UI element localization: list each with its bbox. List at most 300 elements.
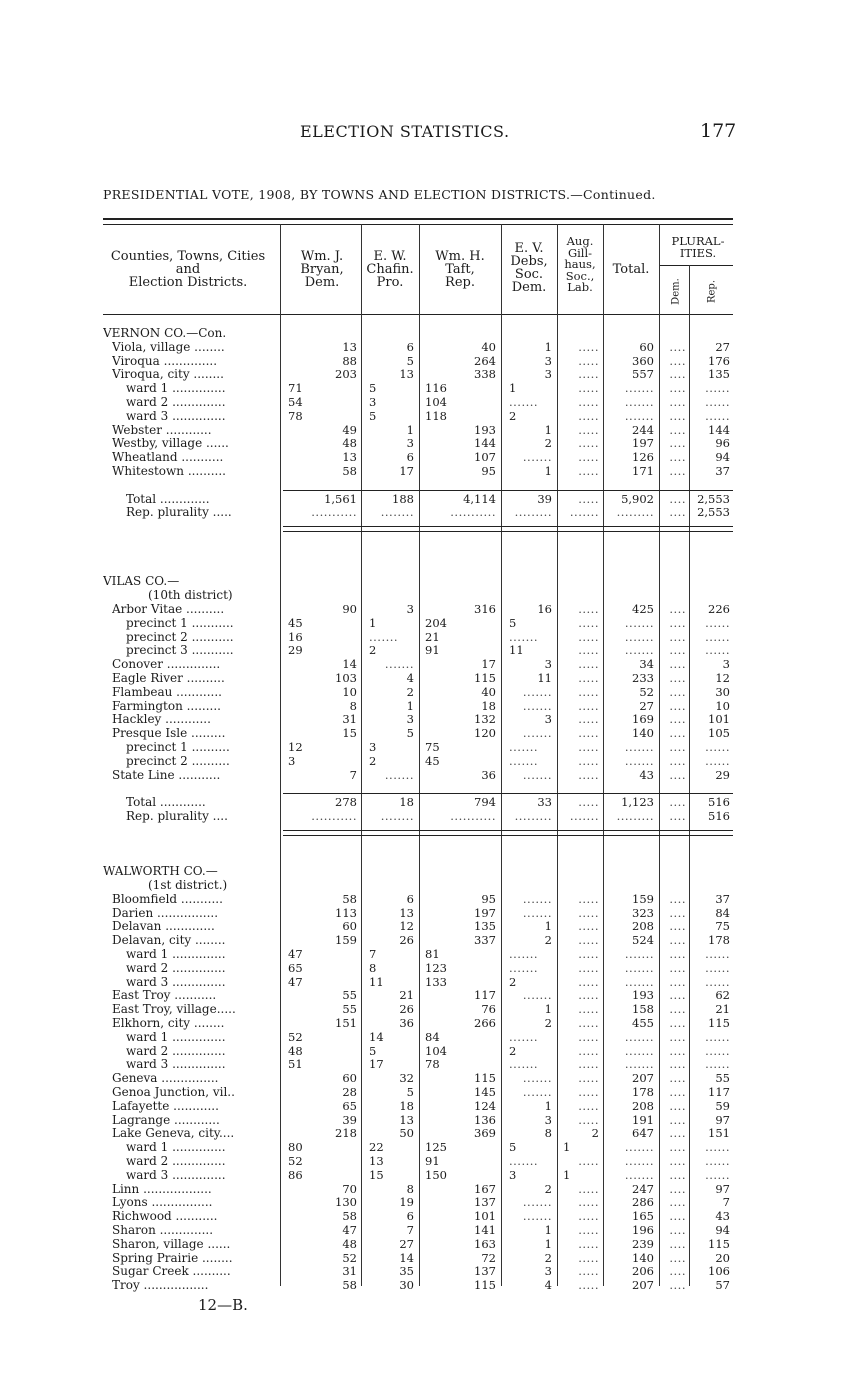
- cell-cs: 22: [369, 1140, 384, 1155]
- cell-d: 3: [544, 712, 552, 727]
- row-label: Geneva ...............: [112, 1072, 219, 1086]
- cell-b: 70: [342, 1181, 357, 1196]
- cell-pr: ......: [705, 1043, 730, 1058]
- cell-b: 60: [342, 919, 357, 934]
- cell-pr: 84: [715, 905, 730, 920]
- row-label: precinct 3 ...........: [126, 644, 234, 658]
- row-label: Sugar Creek ..........: [112, 1265, 231, 1279]
- cell-tot: 208: [632, 1098, 654, 1113]
- cell-t: 115: [474, 1071, 496, 1086]
- cell-t: 132: [474, 712, 496, 727]
- cell-pd: ....: [669, 643, 686, 658]
- row-label: Eagle River ..........: [112, 672, 225, 685]
- cell-pd: ....: [669, 933, 686, 948]
- cell-g: .....: [578, 1029, 599, 1044]
- county-heading: VILAS CO.—: [103, 575, 180, 589]
- cell-d: .......: [522, 891, 552, 906]
- cell-pd: ....: [669, 767, 686, 782]
- cell-b: 39: [342, 1112, 357, 1127]
- cell-ds: .......: [509, 960, 539, 975]
- cell-ts: 78: [425, 1057, 440, 1072]
- row-label: Whitestown ..........: [112, 465, 226, 478]
- cell-c: 8: [406, 1181, 414, 1196]
- cell-g: .....: [578, 740, 599, 754]
- cell-t: 124: [474, 1098, 496, 1113]
- cell-pr: ......: [705, 1154, 730, 1168]
- cell-g: .....: [578, 795, 599, 810]
- cell-c: 50: [399, 1126, 414, 1141]
- cell-pr: 176: [708, 353, 730, 368]
- row-label: ward 2 ..............: [126, 961, 226, 975]
- cell-t: 115: [474, 671, 496, 685]
- cell-c: 3: [406, 602, 414, 616]
- cell-d: 1: [544, 919, 552, 934]
- cell-g: .....: [578, 712, 599, 727]
- table-top-rule-2: [103, 224, 733, 225]
- cell-pd: ....: [669, 891, 686, 906]
- cell-d: 3: [544, 353, 552, 368]
- cell-tot: .......: [624, 1167, 654, 1182]
- row-label: Sharon, village ......: [112, 1237, 231, 1251]
- cell-c: 13: [399, 1112, 414, 1127]
- cell-ds: 2: [509, 408, 517, 423]
- cell-g: .....: [578, 1112, 599, 1127]
- section-end-rule: [283, 526, 733, 527]
- cell-t: 137: [474, 1195, 496, 1210]
- cell-t: 136: [474, 1112, 496, 1127]
- cell-c: 26: [399, 1002, 414, 1017]
- cell-pr: 105: [708, 726, 730, 741]
- cell-g: .....: [578, 767, 599, 782]
- cell-d: .......: [522, 684, 552, 699]
- cell-tot: 178: [632, 1085, 654, 1099]
- cell-b: 203: [335, 367, 357, 382]
- pluralities-divider: [660, 265, 733, 266]
- cell-pr: 96: [715, 436, 730, 451]
- row-label: Flambeau ............: [112, 685, 222, 699]
- cell-bs: 29: [288, 643, 303, 658]
- cell-pd: ....: [669, 740, 686, 754]
- cell-g: .......: [569, 809, 599, 823]
- cell-cs: 5: [369, 381, 377, 396]
- cell-tot: .......: [624, 1029, 654, 1044]
- cell-t: 264: [474, 353, 496, 368]
- cell-g: .....: [578, 381, 599, 396]
- cell-g: .....: [578, 1236, 599, 1251]
- cell-d: 1: [544, 1098, 552, 1113]
- cell-c: 32: [399, 1071, 414, 1086]
- cell-pd: ....: [669, 436, 686, 451]
- cell-pd: ....: [669, 1264, 686, 1279]
- cell-pr: 135: [708, 367, 730, 382]
- cell-t: 193: [474, 422, 496, 437]
- cell-tot: 239: [632, 1236, 654, 1251]
- cell-pr: 94: [715, 450, 730, 465]
- cell-g: .....: [578, 1057, 599, 1072]
- cell-pr: ......: [705, 1029, 730, 1044]
- page-footer: 12—B.: [198, 1296, 248, 1314]
- row-label: ward 2 ..............: [126, 1155, 226, 1168]
- cell-g: .....: [578, 367, 599, 382]
- cell-cs: 2: [369, 753, 377, 768]
- cell-g: .....: [578, 408, 599, 423]
- cell-pd: ....: [669, 712, 686, 727]
- cell-t: 95: [481, 891, 496, 906]
- cell-pr: ......: [705, 643, 730, 658]
- cell-b: 278: [335, 795, 357, 810]
- cell-pr: 10: [715, 698, 730, 713]
- running-head: ELECTION STATISTICS.: [300, 122, 510, 141]
- cell-pd: ....: [669, 602, 686, 616]
- cell-tot: .........: [616, 809, 654, 823]
- cell-pd: ....: [669, 353, 686, 368]
- cell-bs: 86: [288, 1167, 303, 1182]
- cell-tot: 425: [632, 602, 654, 616]
- cell-d: 1: [544, 1002, 552, 1017]
- cell-tot: 193: [632, 988, 654, 1003]
- cell-t: 120: [474, 726, 496, 741]
- cell-tot: 196: [632, 1223, 654, 1237]
- cell-d: 1: [544, 422, 552, 437]
- table-title: PRESIDENTIAL VOTE, 1908, BY TOWNS AND ELECTION DISTRICTS.—Continued.: [103, 187, 656, 202]
- cell-t: 337: [474, 933, 496, 948]
- cell-pr: 12: [715, 671, 730, 685]
- cell-c: ........: [380, 505, 414, 520]
- row-label: Hackley ............: [112, 713, 211, 727]
- cell-b: 28: [342, 1085, 357, 1099]
- cell-t: 137: [474, 1264, 496, 1279]
- cell-bs: 3: [288, 753, 296, 768]
- cell-ds: .......: [509, 1154, 539, 1168]
- cell-pr: 516: [708, 795, 730, 810]
- cell-d: .......: [522, 1071, 552, 1086]
- cell-d: .........: [514, 809, 552, 823]
- cell-pd: ....: [669, 1029, 686, 1044]
- cell-b: 31: [342, 1264, 357, 1279]
- cell-bs: 52: [288, 1154, 303, 1168]
- cell-t: 794: [474, 795, 496, 810]
- cell-t: 144: [474, 436, 496, 451]
- cell-c: 3: [406, 712, 414, 727]
- cell-bs: 78: [288, 408, 303, 423]
- cell-tot: 360: [632, 353, 654, 368]
- cell-g: .....: [578, 753, 599, 768]
- cell-ts: 75: [425, 740, 440, 754]
- cell-d: .......: [522, 1085, 552, 1099]
- cell-c: 14: [399, 1250, 414, 1265]
- row-label: precinct 1 ..........: [126, 741, 230, 754]
- row-label: precinct 1 ...........: [126, 616, 234, 630]
- cell-g: .....: [578, 671, 599, 685]
- cell-ts: 91: [425, 1154, 440, 1168]
- cell-c: 19: [399, 1195, 414, 1210]
- cell-g: .....: [578, 436, 599, 451]
- row-label: ward 3 ..............: [126, 1168, 226, 1182]
- cell-pd: ....: [669, 381, 686, 396]
- cell-pr: 97: [715, 1181, 730, 1196]
- cell-b: 8: [349, 698, 357, 713]
- row-label: ward 3 ..............: [126, 1058, 226, 1072]
- cell-ts: 204: [425, 615, 447, 630]
- row-label: Lagrange ............: [112, 1113, 220, 1127]
- cell-b: 7: [349, 767, 357, 782]
- row-label: ward 1 ..............: [126, 1141, 226, 1155]
- row-label: (10th district): [148, 589, 233, 603]
- cell-cs: 5: [369, 408, 377, 423]
- cell-gs: 1: [563, 1140, 571, 1155]
- cell-d: 4: [544, 1278, 552, 1293]
- cell-b: 159: [335, 933, 357, 948]
- cell-pd: ....: [669, 408, 686, 423]
- cell-pd: ....: [669, 1236, 686, 1251]
- cell-t: 115: [474, 1278, 496, 1293]
- cell-pd: ....: [669, 1195, 686, 1210]
- cell-pr: 144: [708, 422, 730, 437]
- cell-g: .....: [578, 629, 599, 644]
- cell-ds: .......: [509, 1057, 539, 1072]
- cell-pd: ....: [669, 726, 686, 741]
- cell-b: 49: [342, 422, 357, 437]
- cell-tot: 247: [632, 1181, 654, 1196]
- cell-pd: ....: [669, 671, 686, 685]
- cell-b: 31: [342, 712, 357, 727]
- cell-t: 167: [474, 1181, 496, 1196]
- cell-tot: 169: [632, 712, 654, 727]
- cell-pr: 59: [715, 1098, 730, 1113]
- cell-c: 2: [406, 684, 414, 699]
- cell-tot: 126: [632, 450, 654, 465]
- cell-t: 18: [481, 698, 496, 713]
- cell-g: .....: [578, 947, 599, 961]
- cell-b: 58: [342, 464, 357, 478]
- cell-g: .....: [578, 1002, 599, 1017]
- cell-tot: .......: [624, 1140, 654, 1155]
- cell-pd: ....: [669, 1223, 686, 1237]
- cell-g: .......: [569, 505, 599, 520]
- cell-b: 52: [342, 1250, 357, 1265]
- cell-g: .....: [578, 919, 599, 934]
- cell-b: 47: [342, 1223, 357, 1237]
- cell-tot: 60: [639, 339, 654, 354]
- cell-bs: 54: [288, 395, 303, 409]
- cell-t: 17: [481, 657, 496, 672]
- cell-t: 135: [474, 919, 496, 934]
- cell-c: 35: [399, 1264, 414, 1279]
- row-label: Linn ..................: [112, 1182, 212, 1196]
- cell-ts: 133: [425, 974, 447, 989]
- cell-ds: 5: [509, 1140, 517, 1155]
- cell-g: .....: [578, 988, 599, 1003]
- cell-ds: 5: [509, 615, 517, 630]
- cell-g: .....: [578, 1264, 599, 1279]
- cell-ds: 11: [509, 643, 524, 658]
- cell-c: 12: [399, 919, 414, 934]
- cell-t: 338: [474, 367, 496, 382]
- cell-pr: ......: [705, 753, 730, 768]
- cell-tot: 557: [632, 367, 654, 382]
- cell-tot: 207: [632, 1278, 654, 1293]
- cell-pr: 75: [715, 919, 730, 934]
- col-header-pluralities: PLURAL- ITIES.: [671, 234, 725, 260]
- row-label: Darien ................: [112, 906, 219, 920]
- cell-tot: 206: [632, 1264, 654, 1279]
- cell-c: 1: [406, 698, 414, 713]
- row-label: Rep. plurality .....: [126, 506, 232, 520]
- cell-pr: 115: [708, 1016, 730, 1030]
- cell-ts: 118: [425, 408, 447, 423]
- row-label: ward 1 ..............: [126, 382, 226, 396]
- cell-pd: ....: [669, 795, 686, 810]
- cell-d: 2: [544, 1016, 552, 1030]
- cell-t: 40: [481, 684, 496, 699]
- cell-pd: ....: [669, 947, 686, 961]
- cell-g: .....: [578, 1085, 599, 1099]
- cell-ds: .......: [509, 740, 539, 754]
- cell-g: .....: [578, 1195, 599, 1210]
- cell-b: 60: [342, 1071, 357, 1086]
- cell-b: 15: [342, 726, 357, 741]
- cell-t: 107: [474, 450, 496, 465]
- cell-t: 101: [474, 1209, 496, 1224]
- cell-pr: 94: [715, 1223, 730, 1237]
- cell-pd: ....: [669, 1016, 686, 1030]
- cell-tot: 171: [632, 464, 654, 478]
- cell-t: 4,114: [463, 491, 496, 506]
- row-label: ward 2 ..............: [126, 396, 226, 409]
- cell-pr: 115: [708, 1236, 730, 1251]
- cell-ds: 3: [509, 1167, 517, 1182]
- cell-b: 55: [342, 988, 357, 1003]
- cell-pr: 55: [715, 1071, 730, 1086]
- cell-cs: 11: [369, 974, 384, 989]
- cell-b: 13: [342, 450, 357, 465]
- row-label: precinct 2 ...........: [126, 630, 234, 644]
- cell-b: 90: [342, 602, 357, 616]
- cell-b: 58: [342, 1209, 357, 1224]
- cell-tot: .......: [624, 615, 654, 630]
- row-label: Delavan, city ........: [112, 934, 226, 948]
- cell-pr: 37: [715, 891, 730, 906]
- cell-c: 6: [406, 891, 414, 906]
- cell-d: 2: [544, 436, 552, 451]
- row-label: Elkhorn, city ........: [112, 1017, 225, 1030]
- cell-t: 40: [481, 339, 496, 354]
- cell-pd: ....: [669, 1085, 686, 1099]
- cell-t: 266: [474, 1016, 496, 1030]
- cell-tot: 323: [632, 905, 654, 920]
- cell-b: ...........: [311, 809, 357, 823]
- cell-pd: ....: [669, 339, 686, 354]
- section-end-rule: [283, 830, 733, 831]
- cell-tot: .......: [624, 947, 654, 961]
- cell-pd: ....: [669, 1071, 686, 1086]
- cell-tot: 34: [639, 657, 654, 672]
- cell-pr: ......: [705, 1167, 730, 1182]
- cell-c: 7: [406, 1223, 414, 1237]
- row-label: Sharon ..............: [112, 1224, 214, 1237]
- cell-c: 30: [399, 1278, 414, 1293]
- cell-tot: .......: [624, 381, 654, 396]
- cell-tot: 140: [632, 1250, 654, 1265]
- cell-t: 76: [481, 1002, 496, 1017]
- cell-g: .....: [578, 698, 599, 713]
- cell-c: 13: [399, 367, 414, 382]
- cell-pd: ....: [669, 1140, 686, 1155]
- cell-t: 197: [474, 905, 496, 920]
- cell-pd: ....: [669, 905, 686, 920]
- cell-tot: 43: [639, 767, 654, 782]
- cell-tot: 524: [632, 933, 654, 948]
- cell-g: .....: [578, 339, 599, 354]
- cell-ds: 2: [509, 1043, 517, 1058]
- cell-pd: ....: [669, 367, 686, 382]
- cell-d: 3: [544, 1264, 552, 1279]
- cell-t: 141: [474, 1223, 496, 1237]
- col-header-name: Counties, Towns, Cities and Election Districts.: [110, 249, 266, 290]
- cell-t: 316: [474, 602, 496, 616]
- page-number: 177: [700, 120, 737, 142]
- cell-b: 58: [342, 891, 357, 906]
- cell-pd: ....: [669, 450, 686, 465]
- cell-pr: 20: [715, 1250, 730, 1265]
- cell-pd: ....: [669, 1250, 686, 1265]
- cell-pr: 97: [715, 1112, 730, 1127]
- cell-tot: .......: [624, 395, 654, 409]
- cell-g: .....: [578, 1223, 599, 1237]
- cell-pd: ....: [669, 657, 686, 672]
- cell-g: .....: [578, 684, 599, 699]
- table-top-rule-1: [103, 218, 733, 220]
- row-label: Viola, village ........: [112, 340, 225, 354]
- cell-pd: ....: [669, 919, 686, 934]
- row-label: East Troy ...........: [112, 989, 217, 1003]
- cell-pd: ....: [669, 505, 686, 520]
- row-label: East Troy, village.....: [112, 1003, 236, 1017]
- cell-cs: .......: [369, 629, 399, 644]
- cell-b: 10: [342, 684, 357, 699]
- row-label: precinct 2 ..........: [126, 754, 230, 768]
- cell-pr: ......: [705, 408, 730, 423]
- row-label: Viroqua ..............: [112, 354, 218, 368]
- cell-pd: ....: [669, 615, 686, 630]
- cell-pr: ......: [705, 381, 730, 396]
- cell-g: .....: [578, 1278, 599, 1293]
- cell-tot: 233: [632, 671, 654, 685]
- cell-ts: 116: [425, 381, 447, 396]
- cell-tot: .........: [616, 505, 654, 520]
- cell-pd: ....: [669, 1181, 686, 1196]
- cell-c: .......: [384, 657, 414, 672]
- cell-g: .....: [578, 602, 599, 616]
- cell-b: 48: [342, 1236, 357, 1251]
- cell-ts: 21: [425, 629, 440, 644]
- cell-d: 1: [544, 1223, 552, 1237]
- cell-ds: .......: [509, 753, 539, 768]
- cell-pd: ....: [669, 753, 686, 768]
- cell-bs: 51: [288, 1057, 303, 1072]
- cell-pr: 43: [715, 1209, 730, 1224]
- cell-c: 6: [406, 450, 414, 465]
- cell-c: 21: [399, 988, 414, 1003]
- cell-g: .....: [578, 1181, 599, 1196]
- cell-d: 3: [544, 367, 552, 382]
- cell-tot: 1,123: [621, 795, 654, 810]
- cell-tot: 191: [632, 1112, 654, 1127]
- cell-ts: 45: [425, 753, 440, 768]
- county-heading: VERNON CO.—Con.: [103, 327, 227, 340]
- cell-ds: .......: [509, 395, 539, 409]
- cell-pd: ....: [669, 1167, 686, 1182]
